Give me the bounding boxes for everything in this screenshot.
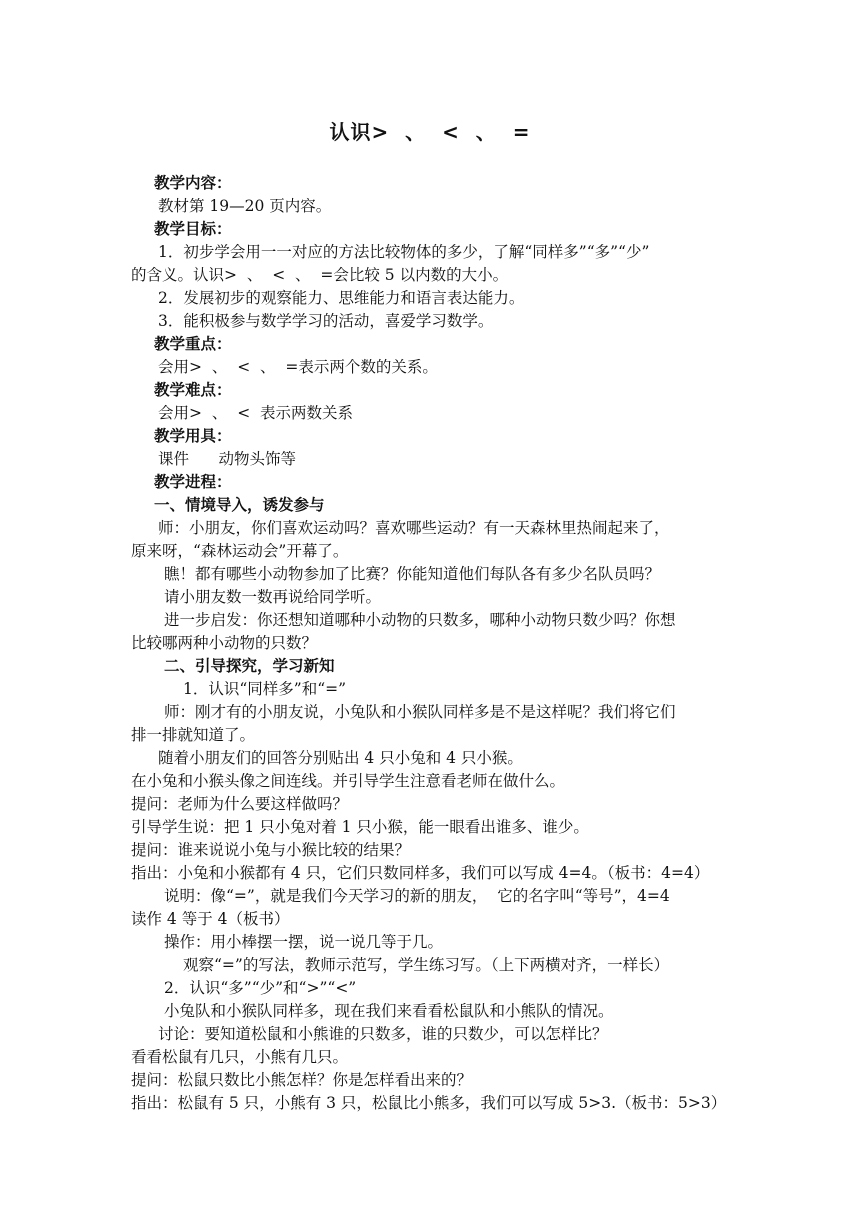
paragraph-line: 请小朋友数一数再说给同学听。 [164, 588, 382, 606]
paragraph-line: 观察“=”的写法，教师示范写，学生练习写。（上下两横对齐，一样长） [183, 956, 670, 974]
paragraph-line: 会用> 、 < 表示两数关系 [158, 404, 354, 422]
paragraph-line: 看看松鼠有几只，小熊有几只。 [131, 1048, 349, 1066]
paragraph-line: 的含义。认识> 、 < 、 =会比较 5 以内数的大小。 [131, 266, 509, 284]
paragraph-line: 提问：松鼠只数比小熊怎样？你是怎样看出来的？ [131, 1071, 473, 1089]
heading-teaching-content: 教学内容： [154, 174, 232, 192]
heading-teaching-tools: 教学用具： [154, 427, 232, 445]
paragraph-line: 排一排就知道了。 [131, 726, 256, 744]
paragraph-line: 原来呀，“森林运动会”开幕了。 [131, 542, 349, 560]
paragraph-line: 师：小朋友，你们喜欢运动吗？喜欢哪些运动？有一天森林里热闹起来了， [158, 519, 670, 537]
paragraph-line: 提问：老师为什么要这样做吗？ [131, 795, 349, 813]
paragraph-line: 3．能积极参与数学学习的活动，喜爱学习数学。 [158, 312, 494, 330]
paragraph-line: 1．初步学会用一一对应的方法比较物体的多少，了解“同样多”“多”“少” [158, 243, 650, 261]
paragraph-line: 课件 动物头饰等 [158, 450, 297, 468]
document-title: 认识> 、 < 、 = [329, 120, 531, 144]
heading-teaching-process: 教学进程： [154, 473, 232, 491]
paragraph-line: 读作 4 等于 4（板书） [131, 910, 290, 928]
paragraph-line: 说明：像“=”，就是我们今天学习的新的朋友， 它的名字叫“等号”，4=4 [164, 887, 670, 905]
paragraph-line: 操作：用小棒摆一摆，说一说几等于几。 [164, 933, 444, 951]
paragraph-line: 随着小朋友们的回答分别贴出 4 只小兔和 4 只小猴。 [158, 749, 523, 767]
paragraph-line: 会用> 、 < 、 =表示两个数的关系。 [158, 358, 438, 376]
paragraph-line: 在小兔和小猴头像之间连线。并引导学生注意看老师在做什么。 [131, 772, 566, 790]
paragraph-line: 提问：谁来说说小兔与小猴比较的结果？ [131, 841, 411, 859]
paragraph-line: 小兔队和小猴队同样多，现在我们来看看松鼠队和小熊队的情况。 [164, 1002, 614, 1020]
section-heading-1: 一、情境导入，诱发参与 [154, 496, 325, 514]
paragraph-line: 瞧！都有哪些小动物参加了比赛？你能知道他们每队各有多少名队员吗？ [164, 565, 661, 583]
heading-key-points: 教学重点： [154, 335, 232, 353]
section-heading-2: 二、引导探究，学习新知 [164, 657, 335, 675]
paragraph-line: 教材第 19—20 页内容。 [158, 197, 332, 215]
paragraph-line: 2．发展初步的观察能力、思维能力和语言表达能力。 [158, 289, 525, 307]
heading-difficulties: 教学难点： [154, 381, 232, 399]
paragraph-line: 师：刚才有的小朋友说，小兔队和小猴队同样多是不是这样呢？我们将它们 [164, 703, 676, 721]
paragraph-line: 引导学生说：把 1 只小兔对着 1 只小猴，能一眼看出谁多、谁少。 [131, 818, 589, 836]
heading-teaching-goals: 教学目标： [154, 220, 232, 238]
paragraph-line: 进一步启发：你还想知道哪种小动物的只数多，哪种小动物只数少吗？你想 [164, 611, 676, 629]
paragraph-line: 比较哪两种小动物的只数？ [131, 634, 318, 652]
subsection-heading: 2．认识“多”“少”和“>”“<” [164, 979, 357, 997]
paragraph-line: 讨论：要知道松鼠和小熊谁的只数多，谁的只数少，可以怎样比？ [158, 1025, 608, 1043]
paragraph-line: 指出：小兔和小猴都有 4 只，它们只数同样多，我们可以写成 4=4。（板书：4=4） [131, 864, 710, 882]
paragraph-line: 指出：松鼠有 5 只，小熊有 3 只，松鼠比小熊多，我们可以写成 5>3.（板书：5>3） [131, 1094, 727, 1112]
subsection-heading: 1．认识“同样多”和“=” [183, 680, 347, 698]
